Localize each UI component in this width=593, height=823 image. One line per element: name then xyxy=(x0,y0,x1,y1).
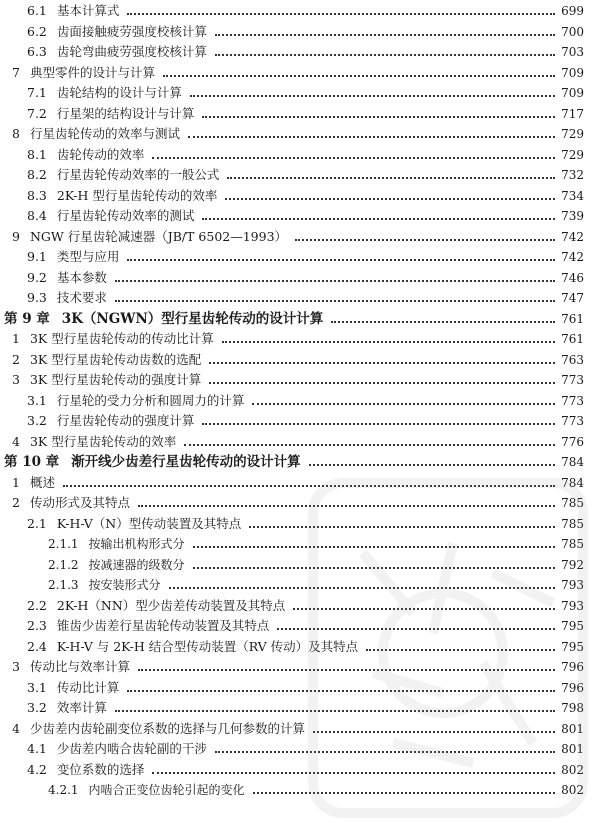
toc-page-number: 773 xyxy=(561,414,584,428)
toc-entry-row[interactable] xyxy=(27,681,584,695)
toc-entry-title: 齿面接触疲劳强度校核计算 xyxy=(56,23,207,39)
toc-entry-row[interactable] xyxy=(12,332,584,346)
toc-entry-title: 基本参数 xyxy=(56,269,107,285)
toc-page-number: 795 xyxy=(561,639,584,654)
toc-entry-row[interactable] xyxy=(27,107,584,121)
toc-entry-row[interactable] xyxy=(27,742,584,756)
toc-entry-number: 9.3 xyxy=(27,290,47,305)
toc-entry-title: 概述 xyxy=(29,474,55,490)
toc-page-number: 739 xyxy=(561,209,584,223)
toc-entry-title: 行星齿轮传动的强度计算 xyxy=(56,413,195,428)
toc-page-number: 795 xyxy=(561,619,584,633)
toc-page-number: 792 xyxy=(561,557,584,572)
dot-leader xyxy=(190,95,555,97)
toc-page-number: 761 xyxy=(561,332,584,346)
toc-page-number: 798 xyxy=(561,701,584,715)
dot-leader xyxy=(253,792,555,794)
toc-entry-row[interactable] xyxy=(48,783,584,797)
toc-entry-number: 2.4 xyxy=(27,638,47,654)
toc-entry-title: 2K-H 型行星齿轮传动的效率 xyxy=(56,187,218,203)
toc-entry-title: 3K 型行星齿轮传动的强度计算 xyxy=(29,372,202,387)
toc-entry-row[interactable] xyxy=(27,517,584,531)
dot-leader xyxy=(225,198,555,200)
toc-entry-title: 效率计算 xyxy=(56,700,107,715)
toc-entry-title: 3K 型行星齿轮传动的传动比计算 xyxy=(29,331,214,346)
toc-page-number: 785 xyxy=(561,516,584,531)
toc-entry-title: K-H-V 与 2K-H 结合型传动装置（RV 传动）及其特点 xyxy=(56,638,359,654)
toc-entry-title: 少齿差内齿轮副变位系数的选择与几何参数的计算 xyxy=(29,720,305,736)
toc-entry-number: 8 xyxy=(12,126,20,141)
dot-leader xyxy=(163,75,555,77)
toc-page-number: 773 xyxy=(561,373,584,387)
dot-leader xyxy=(184,444,555,446)
toc-page-number: 785 xyxy=(561,537,584,551)
toc-entry-number: 2.1.2 xyxy=(48,557,79,572)
toc-entry-title: 行星齿轮传动效率的测试 xyxy=(56,208,195,223)
toc-entry-row[interactable] xyxy=(27,763,584,777)
toc-entry-number: 6.3 xyxy=(27,44,47,59)
dot-leader xyxy=(188,136,555,138)
toc-entry-row[interactable] xyxy=(27,599,584,613)
toc-page-number: 801 xyxy=(561,721,584,736)
toc-entry-number: 9.2 xyxy=(27,269,47,285)
toc-entry-number: 8.1 xyxy=(27,146,47,162)
toc-page-number: 802 xyxy=(561,762,584,777)
toc-page-number: 746 xyxy=(561,270,584,285)
toc-page-number: 732 xyxy=(561,168,584,182)
toc-entry-number: 7.1 xyxy=(27,85,47,100)
toc-page-number: 784 xyxy=(561,455,584,469)
toc-entry-title: 传动比与效率计算 xyxy=(29,659,130,674)
toc-page-number: 717 xyxy=(561,106,584,121)
toc-page-number: 785 xyxy=(561,496,584,510)
dot-leader xyxy=(115,710,555,712)
toc-entry-number: 2 xyxy=(12,351,20,367)
dot-leader xyxy=(252,403,555,405)
toc-entry-number: 4.2.1 xyxy=(48,783,79,797)
dot-leader xyxy=(227,177,555,179)
toc-entry-title: 基本计算式 xyxy=(56,3,120,18)
dot-leader xyxy=(127,13,555,15)
toc-entry-row[interactable] xyxy=(27,45,584,59)
toc-entry-title: 齿轮传动的效率 xyxy=(56,146,145,162)
toc-entry-row[interactable] xyxy=(27,86,584,100)
toc-entry-row[interactable] xyxy=(27,189,584,203)
toc-entry-title: 按安装形式分 xyxy=(88,578,161,592)
toc-entry-title: 少齿差内啮合齿轮副的干涉 xyxy=(56,741,207,756)
toc-entry-row[interactable] xyxy=(12,476,584,490)
toc-entry-row[interactable] xyxy=(12,496,584,510)
dot-leader xyxy=(193,567,555,569)
dot-leader xyxy=(127,259,555,261)
dot-leader xyxy=(169,587,555,589)
toc-entry-row[interactable] xyxy=(12,127,584,141)
dot-leader xyxy=(295,239,555,241)
toc-entry-number: 4 xyxy=(12,720,20,736)
toc-entry-row[interactable] xyxy=(27,394,584,408)
dot-leader xyxy=(215,751,555,753)
toc-entry-number: 1 xyxy=(12,331,20,346)
toc-chapter-row[interactable] xyxy=(4,312,584,326)
toc-entry-title: 2K-H（NN）型少齿差传动装置及其特点 xyxy=(56,597,286,613)
toc-page-number: 801 xyxy=(561,742,584,756)
toc-entry-row[interactable] xyxy=(27,701,584,715)
toc-entry-row[interactable] xyxy=(27,250,584,264)
toc-entry-number: 8.3 xyxy=(27,187,47,203)
toc-page-number: 729 xyxy=(561,127,584,141)
toc-entry-row[interactable] xyxy=(12,66,584,80)
toc-page-number: 742 xyxy=(561,229,584,244)
dot-leader xyxy=(249,526,555,528)
toc-entry-number: 2 xyxy=(12,495,20,510)
toc-entry-number: 7.2 xyxy=(27,105,47,121)
toc-entry-row[interactable] xyxy=(12,230,584,244)
toc-entry-title: 传动比计算 xyxy=(56,679,120,695)
toc-entry-title: 齿轮弯曲疲劳强度校核计算 xyxy=(56,44,207,59)
toc-entry-number: 1 xyxy=(12,474,20,490)
toc-entry-row[interactable] xyxy=(12,353,584,367)
dot-leader xyxy=(309,464,555,466)
toc-page-number: 709 xyxy=(561,65,584,80)
toc-entry-number: 8.2 xyxy=(27,167,47,182)
toc-entry-title: 技术要求 xyxy=(56,290,107,305)
toc-entry-number: 2.1.1 xyxy=(48,537,79,551)
dot-leader xyxy=(215,34,555,36)
toc-entry-title: 类型与应用 xyxy=(56,249,120,264)
dot-leader xyxy=(63,485,555,487)
toc-entry-number: 3.1 xyxy=(27,392,47,408)
toc-entry-number: 3 xyxy=(12,659,20,674)
toc-page-number: 761 xyxy=(561,311,584,326)
dot-leader xyxy=(115,280,555,282)
toc-page-number: 734 xyxy=(561,188,584,203)
toc-entry-row[interactable] xyxy=(12,722,584,736)
dot-leader xyxy=(193,546,555,548)
toc-entry-row[interactable] xyxy=(27,619,584,633)
toc-entry-number: 8.4 xyxy=(27,208,47,223)
toc-entry-number: 3 xyxy=(12,372,20,387)
toc-entry-number: 3.2 xyxy=(27,413,47,428)
toc-entry-row[interactable] xyxy=(27,414,584,428)
toc-entry-row[interactable] xyxy=(12,373,584,387)
toc-entry-number: 9 xyxy=(12,228,20,244)
toc-entry-title: 齿轮结构的设计与计算 xyxy=(56,85,182,100)
toc-entry-title: NGW 行星齿轮减速器（JB/T 6502—1993） xyxy=(29,228,288,244)
toc-entry-row[interactable] xyxy=(27,4,584,18)
toc-page-number: 763 xyxy=(561,352,584,367)
toc-entry-number: 2.3 xyxy=(27,618,47,633)
toc-page-number: 773 xyxy=(561,393,584,408)
toc-page-number: 700 xyxy=(561,24,584,39)
toc-entry-row[interactable] xyxy=(12,660,584,674)
toc-entry-row[interactable] xyxy=(27,271,584,285)
toc-page-number: 776 xyxy=(561,434,584,449)
toc-page-number: 703 xyxy=(561,45,584,59)
toc-entry-number: 第 9 章 xyxy=(4,310,50,327)
toc-entry-title: 内啮合正变位齿轮引起的变化 xyxy=(88,783,245,797)
dot-leader xyxy=(215,54,555,56)
dot-leader xyxy=(277,628,555,630)
toc-page-number: 793 xyxy=(561,598,584,613)
dot-leader xyxy=(138,669,555,671)
toc-page-number: 709 xyxy=(561,86,584,100)
dot-leader xyxy=(366,649,555,651)
dot-leader xyxy=(152,772,555,774)
dot-leader xyxy=(209,382,555,384)
toc-entry-title: 3K 型行星齿轮传动齿数的选配 xyxy=(29,351,202,367)
toc-entry-title: 行星齿轮传动的效率与测试 xyxy=(29,126,180,141)
dot-leader xyxy=(202,423,555,425)
toc-page-number: 729 xyxy=(561,147,584,162)
toc-chapter-row[interactable] xyxy=(4,455,584,469)
toc-entry-title: K-H-V（N）型传动装置及其特点 xyxy=(56,515,242,531)
toc-page-number: 796 xyxy=(561,660,584,674)
toc-entry-number: 第 10 章 xyxy=(4,454,60,470)
toc-entry-number: 2.2 xyxy=(27,597,47,613)
toc-entry-title: 行星齿轮传动效率的一般公式 xyxy=(56,167,220,182)
dot-leader xyxy=(152,157,555,159)
toc-entry-number: 4.2 xyxy=(27,761,47,777)
toc-entry-title: 3K 型行星齿轮传动的效率 xyxy=(29,433,177,449)
toc-entry-number: 6.2 xyxy=(27,23,47,39)
toc-entry-number: 4 xyxy=(12,433,20,449)
dot-leader xyxy=(209,362,555,364)
dot-leader xyxy=(202,218,555,220)
toc-entry-row[interactable] xyxy=(12,435,584,449)
toc-entry-number: 3.2 xyxy=(27,700,47,715)
toc-page-number: 793 xyxy=(561,578,584,592)
dot-leader xyxy=(115,300,555,302)
dot-leader xyxy=(313,731,555,733)
dot-leader xyxy=(138,505,555,507)
toc-entry-title: 行星架的结构设计与计算 xyxy=(56,105,195,121)
toc-entry-title: 按输出机构形式分 xyxy=(88,537,185,551)
toc-page-number: 742 xyxy=(561,250,584,264)
toc-entry-number: 2.1.3 xyxy=(48,578,79,592)
toc-entry-title: 3K（NGWN）型行星齿轮传动的设计计算 xyxy=(61,310,324,327)
toc-entry-number: 2.1 xyxy=(27,515,47,531)
toc-page-number: 802 xyxy=(561,783,584,797)
toc-entry-title: 渐开线少齿差行星齿轮传动的设计计算 xyxy=(71,454,301,470)
toc-entry-number: 7 xyxy=(12,64,20,80)
toc-entry-row[interactable] xyxy=(27,148,584,162)
toc-entry-row[interactable] xyxy=(27,168,584,182)
toc-entry-row[interactable] xyxy=(27,291,584,305)
dot-leader xyxy=(202,116,555,118)
dot-leader xyxy=(331,321,555,323)
toc-entry-title: 变位系数的选择 xyxy=(56,761,145,777)
toc-page-number: 796 xyxy=(561,680,584,695)
toc-entry-title: 传动形式及其特点 xyxy=(29,495,130,510)
toc-entry-title: 按减速器的级数分 xyxy=(88,557,185,572)
dot-leader xyxy=(127,690,555,692)
toc-entry-row[interactable] xyxy=(27,209,584,223)
toc-entry-row[interactable] xyxy=(48,537,584,551)
toc-entry-number: 3.1 xyxy=(27,679,47,695)
toc-entry-row[interactable] xyxy=(48,578,584,592)
toc-page-number: 747 xyxy=(561,291,584,305)
dot-leader xyxy=(222,341,555,343)
toc-entry-row[interactable] xyxy=(27,25,584,39)
toc-entry-title: 行星轮的受力分析和圆周力的计算 xyxy=(56,392,245,408)
toc-page-number: 699 xyxy=(561,4,584,18)
toc-entry-title: 典型零件的设计与计算 xyxy=(29,64,155,80)
toc-entry-title: 锥齿少齿差行星齿轮传动装置及其特点 xyxy=(56,618,270,633)
toc-page-number: 784 xyxy=(561,475,584,490)
toc-entry-number: 4.1 xyxy=(27,741,47,756)
dot-leader xyxy=(293,608,555,610)
toc-entry-number: 6.1 xyxy=(27,3,47,18)
toc-entry-row[interactable] xyxy=(48,558,584,572)
toc-entry-row[interactable] xyxy=(27,640,584,654)
toc-entry-number: 9.1 xyxy=(27,249,47,264)
